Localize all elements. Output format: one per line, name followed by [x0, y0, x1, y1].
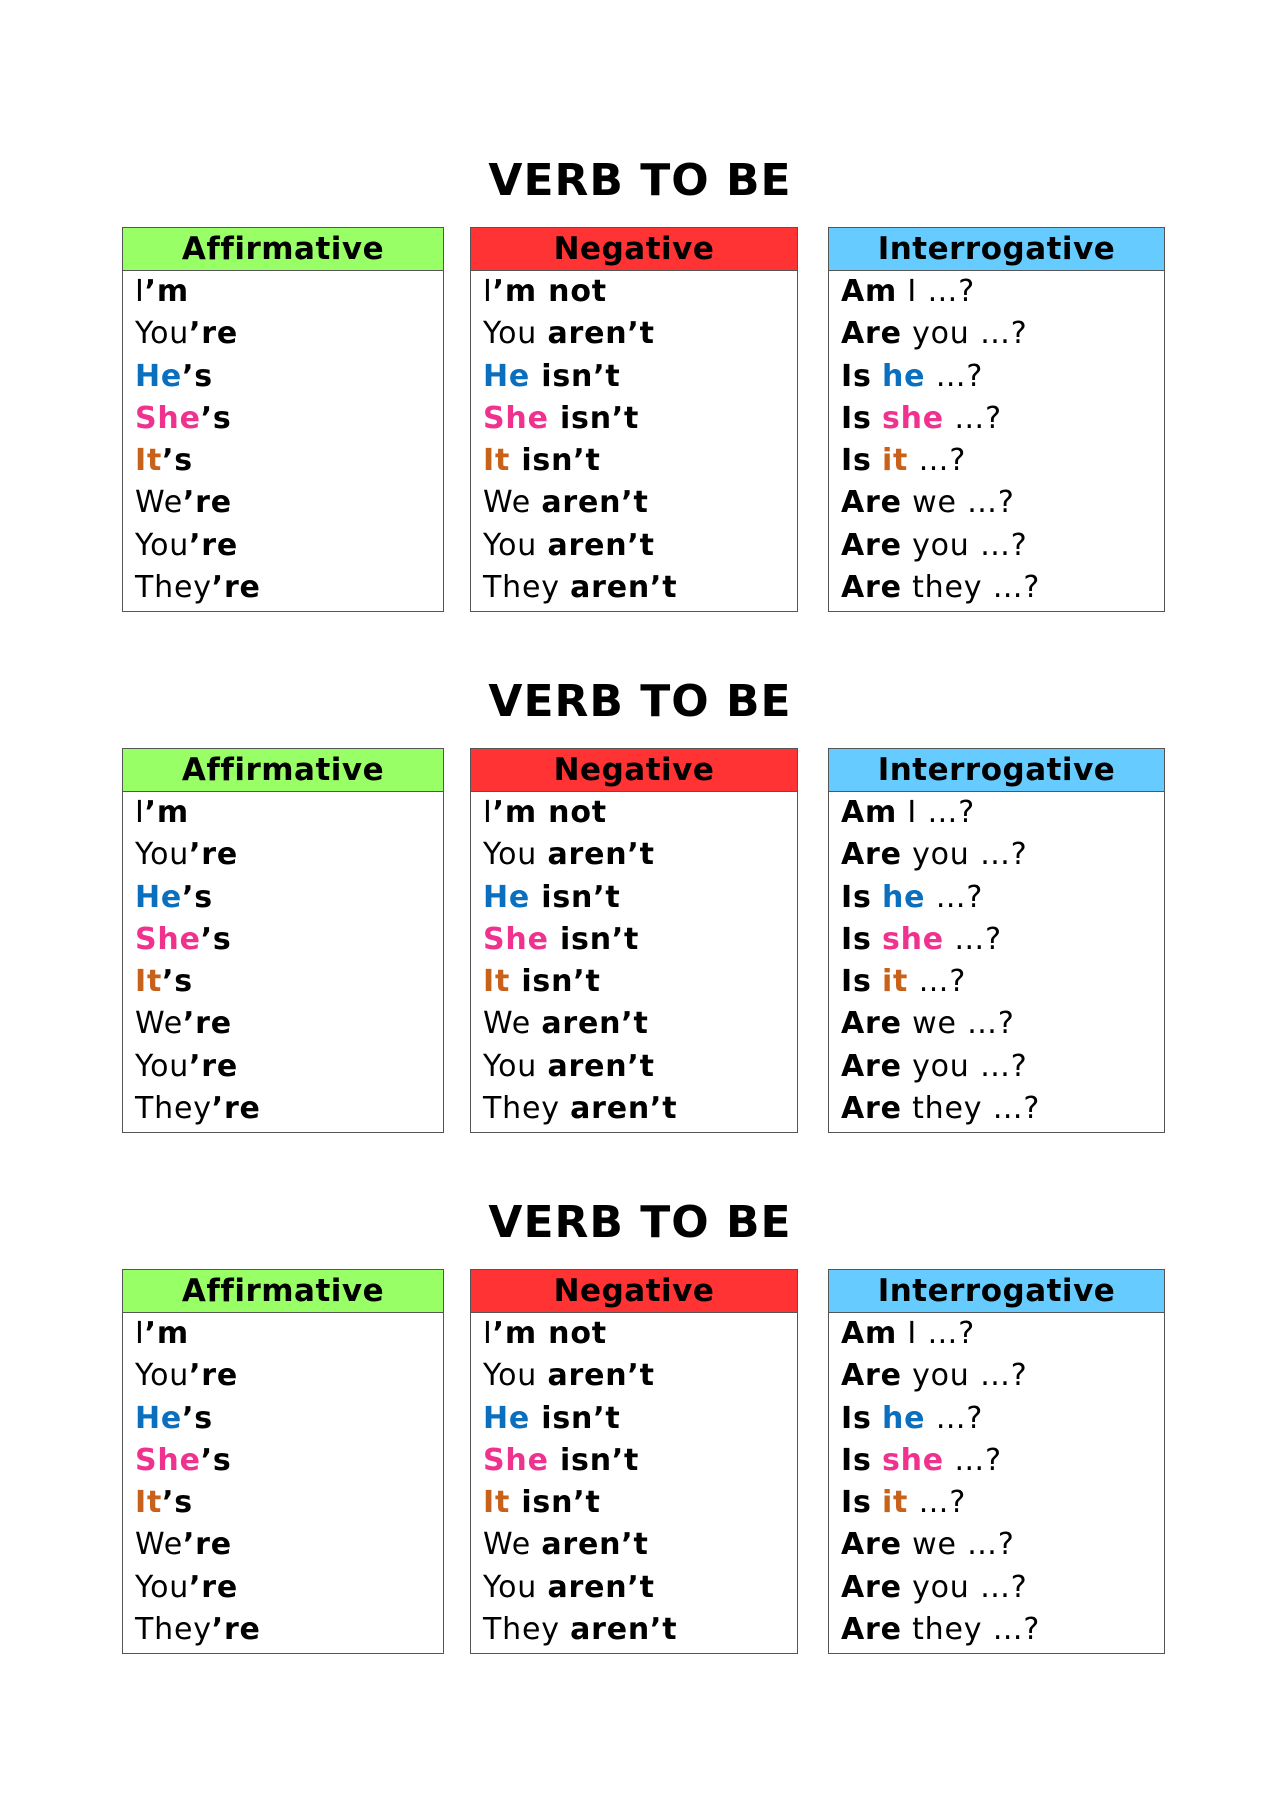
row-text-segment: They [483, 1091, 571, 1127]
row-text-segment: he [881, 1400, 926, 1436]
table-row [841, 1003, 1164, 1045]
row-text-segment: it [881, 964, 909, 1000]
row-text-segment: He [483, 358, 531, 394]
row-text-segment: Am [841, 1316, 898, 1351]
row-text-segment: They [135, 1091, 212, 1127]
table-row [135, 1609, 443, 1651]
negative-table [470, 748, 798, 1133]
row-text-segment: I [135, 1316, 145, 1351]
table-row [135, 792, 443, 834]
table-row [135, 398, 443, 440]
row-text-segment: aren’t [547, 316, 655, 352]
interrogative-rows [829, 1313, 1164, 1653]
row-text-segment: aren’t [570, 1091, 678, 1127]
table-row [483, 398, 797, 440]
table-row [841, 1609, 1164, 1651]
table-row [135, 1440, 443, 1482]
table-row [135, 877, 443, 919]
row-text-segment: ’re [211, 1612, 261, 1648]
row-text-segment: Are [841, 485, 902, 521]
negative-table [470, 1269, 798, 1654]
row-text-segment: ’s [162, 1485, 193, 1521]
row-text-segment: …? [908, 443, 967, 479]
row-text-segment: they …? [901, 570, 1041, 606]
row-text-segment: ’s [182, 1400, 213, 1436]
affirmative-rows [123, 1313, 443, 1653]
table-row [841, 1046, 1164, 1088]
row-text-segment: aren’t [547, 837, 655, 873]
row-text-segment [872, 1401, 882, 1436]
row-text-segment: ’s [200, 400, 232, 436]
row-text-segment: You [483, 837, 548, 873]
row-text-segment: You [135, 837, 190, 873]
row-text-segment: …? [943, 400, 1002, 436]
negative-rows [471, 1313, 797, 1653]
row-text-segment: isn’t [510, 1485, 601, 1521]
affirmative-header: Affirmative [123, 1270, 443, 1313]
table-row [483, 1524, 797, 1566]
table-row [841, 1567, 1164, 1609]
row-text-segment: They [483, 1612, 571, 1648]
row-text-segment: isn’t [548, 921, 640, 957]
negative-header: Negative [471, 1270, 797, 1313]
row-text-segment [872, 1443, 882, 1478]
table-row [483, 792, 797, 834]
table-row [841, 313, 1164, 355]
row-text-segment: …? [943, 1442, 1002, 1478]
row-text-segment: Are [841, 570, 902, 606]
row-text-segment: It [135, 964, 163, 1000]
row-text-segment: You [483, 1569, 548, 1605]
table-row [135, 567, 443, 609]
row-text-segment: Is [841, 1485, 872, 1521]
table-row [841, 271, 1164, 313]
row-text-segment: ’s [162, 964, 193, 1000]
table-row [841, 567, 1164, 609]
interrogative-rows [829, 271, 1164, 611]
row-text-segment: he [881, 879, 926, 915]
row-text-segment: …? [925, 879, 984, 915]
row-text-segment: You [135, 1358, 190, 1394]
row-text-segment: They [135, 570, 212, 606]
row-text-segment: she [881, 400, 944, 436]
row-text-segment: ’m [144, 1316, 189, 1351]
row-text-segment: She [483, 400, 549, 436]
interrogative-header: Interrogative [829, 228, 1164, 271]
row-text-segment: …? [908, 964, 967, 1000]
row-text-segment: She [135, 1442, 201, 1478]
interrogative-table [828, 748, 1165, 1133]
row-text-segment: She [135, 921, 201, 957]
table-row [841, 356, 1164, 398]
row-text-segment: …? [925, 1400, 984, 1436]
table-row [483, 356, 797, 398]
row-text-segment [872, 443, 882, 478]
affirmative-header: Affirmative [123, 749, 443, 792]
row-text-segment: ’re [211, 1091, 261, 1127]
table-row [135, 1398, 443, 1440]
interrogative-header: Interrogative [829, 1270, 1164, 1313]
row-text-segment: I …? [897, 274, 975, 309]
table-row [483, 271, 797, 313]
row-text-segment: isn’t [510, 443, 601, 479]
table-row [483, 834, 797, 876]
row-text-segment: Are [841, 1006, 902, 1042]
table-row [483, 1482, 797, 1524]
row-text-segment: You [135, 527, 190, 563]
table-row [841, 440, 1164, 482]
row-text-segment: I …? [897, 1316, 975, 1351]
table-row [841, 398, 1164, 440]
row-text-segment: We [135, 1527, 183, 1563]
row-text-segment: Is [841, 358, 872, 394]
row-text-segment: He [483, 1400, 531, 1436]
row-text-segment: She [135, 400, 201, 436]
row-text-segment: They [483, 570, 571, 606]
table-row [135, 1524, 443, 1566]
row-text-segment: Am [841, 795, 898, 830]
row-text-segment [872, 401, 882, 436]
row-text-segment: ’re [182, 1527, 232, 1563]
table-row [841, 919, 1164, 961]
table-row [841, 1524, 1164, 1566]
row-text-segment [872, 964, 882, 999]
table-row [483, 877, 797, 919]
table-row [135, 1567, 443, 1609]
table-row [841, 1355, 1164, 1397]
row-text-segment: you …? [901, 1569, 1028, 1605]
table-row [483, 1398, 797, 1440]
table-row [841, 792, 1164, 834]
row-text-segment: aren’t [570, 570, 678, 606]
row-text-segment: It [135, 1485, 163, 1521]
affirmative-rows [123, 792, 443, 1132]
row-text-segment: aren’t [547, 1569, 655, 1605]
table-row [483, 961, 797, 1003]
table-row [841, 525, 1164, 567]
row-text-segment: You [483, 1048, 548, 1084]
row-text-segment: ’re [189, 1048, 239, 1084]
row-text-segment: I …? [897, 795, 975, 830]
page-title: VERB TO BE [488, 676, 792, 727]
row-text-segment: Are [841, 1527, 902, 1563]
row-text-segment: aren’t [570, 1612, 678, 1648]
row-text-segment: We [135, 1006, 183, 1042]
row-text-segment: Is [841, 921, 872, 957]
row-text-segment: ’m [144, 274, 189, 309]
table-row [135, 1313, 443, 1355]
row-text-segment: ’m not [492, 274, 607, 309]
negative-header: Negative [471, 749, 797, 792]
row-text-segment: ’m not [492, 795, 607, 830]
table-row [483, 1440, 797, 1482]
table-row [135, 1088, 443, 1130]
table-row [483, 482, 797, 524]
row-text-segment: aren’t [547, 527, 655, 563]
row-text-segment: ’re [189, 837, 239, 873]
table-row [483, 1567, 797, 1609]
row-text-segment: I [135, 795, 145, 830]
row-text-segment: ’re [189, 316, 239, 352]
interrogative-table [828, 227, 1165, 612]
row-text-segment: ’s [162, 443, 193, 479]
table-row [135, 482, 443, 524]
row-text-segment: I [135, 274, 145, 309]
table-row [841, 1313, 1164, 1355]
table-row [135, 1046, 443, 1088]
row-text-segment: you …? [901, 1048, 1028, 1084]
row-text-segment: isn’t [510, 964, 601, 1000]
table-row [135, 919, 443, 961]
row-text-segment: ’s [200, 921, 232, 957]
row-text-segment: he [881, 358, 926, 394]
table-row [841, 834, 1164, 876]
row-text-segment: they …? [901, 1091, 1041, 1127]
table-row [841, 1088, 1164, 1130]
row-text-segment: Are [841, 1612, 902, 1648]
row-text-segment: Are [841, 316, 902, 352]
table-row [135, 961, 443, 1003]
row-text-segment: You [483, 1358, 548, 1394]
affirmative-header: Affirmative [123, 228, 443, 271]
affirmative-table [122, 1269, 444, 1654]
row-text-segment: Are [841, 1091, 902, 1127]
row-text-segment: it [881, 1485, 909, 1521]
row-text-segment: it [881, 443, 909, 479]
row-text-segment: ’re [182, 485, 232, 521]
row-text-segment: we …? [901, 485, 1015, 521]
row-text-segment: …? [943, 921, 1002, 957]
row-text-segment: isn’t [548, 1442, 640, 1478]
row-text-segment [872, 1485, 882, 1520]
row-text-segment: Is [841, 443, 872, 479]
table-row [483, 1003, 797, 1045]
table-row [135, 525, 443, 567]
row-text-segment: ’m [144, 795, 189, 830]
table-row [841, 482, 1164, 524]
table-row [135, 440, 443, 482]
table-row [135, 1482, 443, 1524]
row-text-segment: aren’t [541, 485, 649, 521]
row-text-segment: you …? [901, 1358, 1028, 1394]
row-text-segment: You [483, 316, 548, 352]
interrogative-header: Interrogative [829, 749, 1164, 792]
row-text-segment: ’m not [492, 1316, 607, 1351]
table-row [841, 1482, 1164, 1524]
row-text-segment: It [483, 1485, 511, 1521]
row-text-segment: You [135, 316, 190, 352]
row-text-segment: isn’t [530, 879, 621, 915]
row-text-segment: We [135, 485, 183, 521]
row-text-segment: It [135, 443, 163, 479]
row-text-segment: aren’t [541, 1527, 649, 1563]
row-text-segment: they …? [901, 1612, 1041, 1648]
table-row [483, 567, 797, 609]
row-text-segment: You [483, 527, 548, 563]
table-row [841, 1440, 1164, 1482]
row-text-segment: We [483, 1527, 542, 1563]
row-text-segment: isn’t [530, 358, 621, 394]
table-row [483, 1046, 797, 1088]
negative-table [470, 227, 798, 612]
negative-header: Negative [471, 228, 797, 271]
row-text-segment: aren’t [547, 1358, 655, 1394]
affirmative-table [122, 748, 444, 1133]
row-text-segment: you …? [901, 837, 1028, 873]
row-text-segment: we …? [901, 1527, 1015, 1563]
row-text-segment: Is [841, 1442, 872, 1478]
row-text-segment [872, 922, 882, 957]
table-row [135, 271, 443, 313]
row-text-segment: It [483, 443, 511, 479]
interrogative-table [828, 1269, 1165, 1654]
table-row [483, 1088, 797, 1130]
row-text-segment: aren’t [547, 1048, 655, 1084]
row-text-segment: We [483, 1006, 542, 1042]
row-text-segment: ’re [189, 1569, 239, 1605]
table-row [483, 1609, 797, 1651]
row-text-segment: ’s [182, 358, 213, 394]
page-title: VERB TO BE [488, 155, 792, 206]
row-text-segment: I [483, 1316, 493, 1351]
table-row [135, 1355, 443, 1397]
row-text-segment: Is [841, 1400, 872, 1436]
row-text-segment: You [135, 1569, 190, 1605]
row-text-segment: I [483, 795, 493, 830]
row-text-segment: ’s [200, 1442, 232, 1478]
row-text-segment: ’s [182, 879, 213, 915]
row-text-segment: He [483, 879, 531, 915]
row-text-segment: we …? [901, 1006, 1015, 1042]
row-text-segment: It [483, 964, 511, 1000]
affirmative-table [122, 227, 444, 612]
table-row [135, 834, 443, 876]
table-row [135, 1003, 443, 1045]
row-text-segment: He [135, 1400, 183, 1436]
table-row [483, 525, 797, 567]
row-text-segment: Are [841, 837, 902, 873]
row-text-segment: aren’t [541, 1006, 649, 1042]
table-row [483, 440, 797, 482]
row-text-segment: He [135, 879, 183, 915]
row-text-segment: Are [841, 1569, 902, 1605]
row-text-segment: He [135, 358, 183, 394]
row-text-segment: You [135, 1048, 190, 1084]
row-text-segment [872, 880, 882, 915]
row-text-segment: She [483, 1442, 549, 1478]
row-text-segment: We [483, 485, 542, 521]
row-text-segment: She [483, 921, 549, 957]
table-row [841, 877, 1164, 919]
row-text-segment: Are [841, 527, 902, 563]
row-text-segment: I [483, 274, 493, 309]
row-text-segment [872, 359, 882, 394]
row-text-segment: ’re [189, 527, 239, 563]
row-text-segment: Are [841, 1048, 902, 1084]
row-text-segment: Are [841, 1358, 902, 1394]
row-text-segment: she [881, 1442, 944, 1478]
page-title: VERB TO BE [488, 1197, 792, 1248]
row-text-segment: …? [925, 358, 984, 394]
row-text-segment: ’re [189, 1358, 239, 1394]
row-text-segment: she [881, 921, 944, 957]
row-text-segment: isn’t [530, 1400, 621, 1436]
table-row [135, 313, 443, 355]
row-text-segment: ’re [211, 570, 261, 606]
table-row [135, 356, 443, 398]
interrogative-rows [829, 792, 1164, 1132]
negative-rows [471, 271, 797, 611]
row-text-segment: Is [841, 400, 872, 436]
table-row [483, 919, 797, 961]
affirmative-rows [123, 271, 443, 611]
row-text-segment: …? [908, 1485, 967, 1521]
negative-rows [471, 792, 797, 1132]
table-row [483, 313, 797, 355]
row-text-segment: you …? [901, 316, 1028, 352]
row-text-segment: you …? [901, 527, 1028, 563]
row-text-segment: They [135, 1612, 212, 1648]
row-text-segment: isn’t [548, 400, 640, 436]
row-text-segment: Is [841, 879, 872, 915]
table-row [483, 1313, 797, 1355]
table-row [841, 961, 1164, 1003]
row-text-segment: ’re [182, 1006, 232, 1042]
row-text-segment: Am [841, 274, 898, 309]
table-row [841, 1398, 1164, 1440]
row-text-segment: Is [841, 964, 872, 1000]
table-row [483, 1355, 797, 1397]
